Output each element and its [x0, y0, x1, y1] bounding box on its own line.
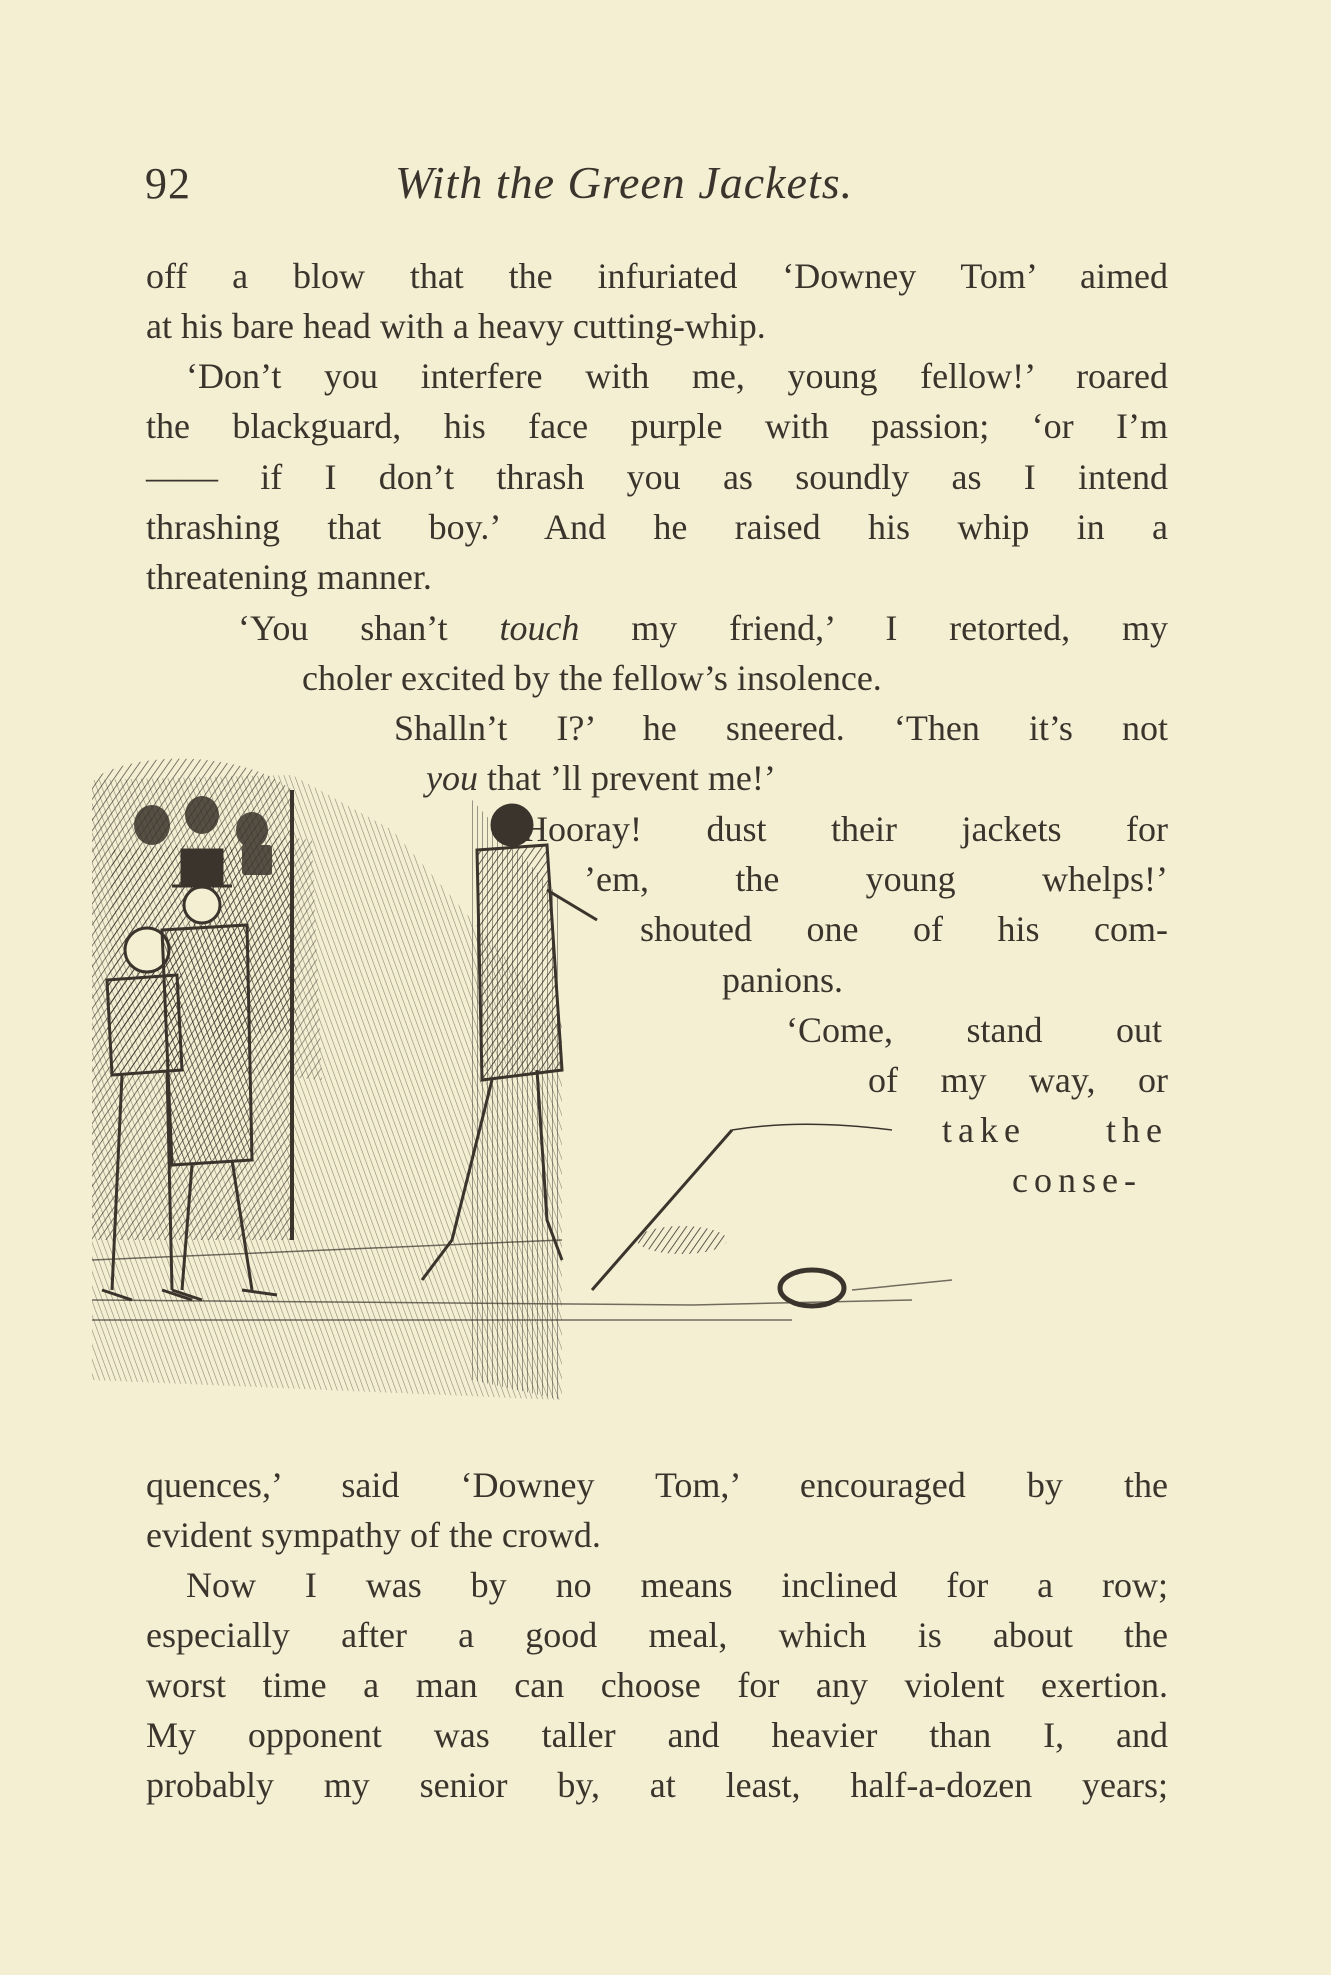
- text-line: of my way, or: [868, 1060, 1168, 1100]
- running-title: With the Green Jackets.: [395, 157, 854, 208]
- text-line: conse-: [1012, 1160, 1142, 1200]
- text-line: ’em, the young whelps!’: [584, 859, 1168, 899]
- whip: [592, 1130, 732, 1290]
- text-line: Now I was by no means inclined for a row;: [186, 1565, 1168, 1605]
- text-line: evident sympathy of the crowd.: [146, 1515, 601, 1555]
- text-line: shouted one of his com-: [640, 909, 1168, 949]
- text-line: the blackguard, his face purple with passion; ‘or I’m: [146, 406, 1168, 446]
- text-line: you that ’ll prevent me!’: [426, 758, 776, 798]
- text-line: ‘Come, stand out: [786, 1010, 1162, 1050]
- text-line: ‘Don’t you interfere with me, young fellow!’ roared: [186, 356, 1168, 396]
- fallen-hat: [780, 1270, 844, 1306]
- text-line: threatening manner.: [146, 557, 432, 597]
- text-line: My opponent was taller and heavier than I, and: [146, 1715, 1168, 1755]
- text-line: ‘Hooray! dust their jackets for: [510, 809, 1168, 849]
- text-line: panions.: [722, 960, 843, 1000]
- text-line: —— if I don’t thrash you as soundly as I intend: [146, 457, 1168, 497]
- page-number: 92: [145, 159, 191, 208]
- text-line: Shalln’t I?’ he sneered. ‘Then it’s not: [394, 708, 1168, 748]
- text-line: quences,’ said ‘Downey Tom,’ encouraged by the: [146, 1465, 1168, 1505]
- text-line: off a blow that the infuriated ‘Downey Tom’ aimed: [146, 256, 1168, 296]
- text-line: at his bare head with a heavy cutting-whip.: [146, 306, 766, 346]
- italic-word: touch: [499, 608, 580, 648]
- text-line: choler excited by the fellow’s insolence.: [302, 658, 882, 698]
- text-line: especially after a good meal, which is about the: [146, 1615, 1168, 1655]
- italic-word: you: [426, 758, 478, 798]
- text-line: probably my senior by, at least, half-a-dozen years;: [146, 1765, 1168, 1805]
- page-header: [145, 158, 915, 214]
- text-line: take the: [942, 1110, 1168, 1150]
- text-line: thrashing that boy.’ And he raised his whip in a: [146, 507, 1168, 547]
- text-line: worst time a man can choose for any violent exertion.: [146, 1665, 1168, 1705]
- hat-on-ground: [637, 1226, 727, 1254]
- text-line: ‘You shan’t touch my friend,’ I retorted, my: [238, 608, 1168, 648]
